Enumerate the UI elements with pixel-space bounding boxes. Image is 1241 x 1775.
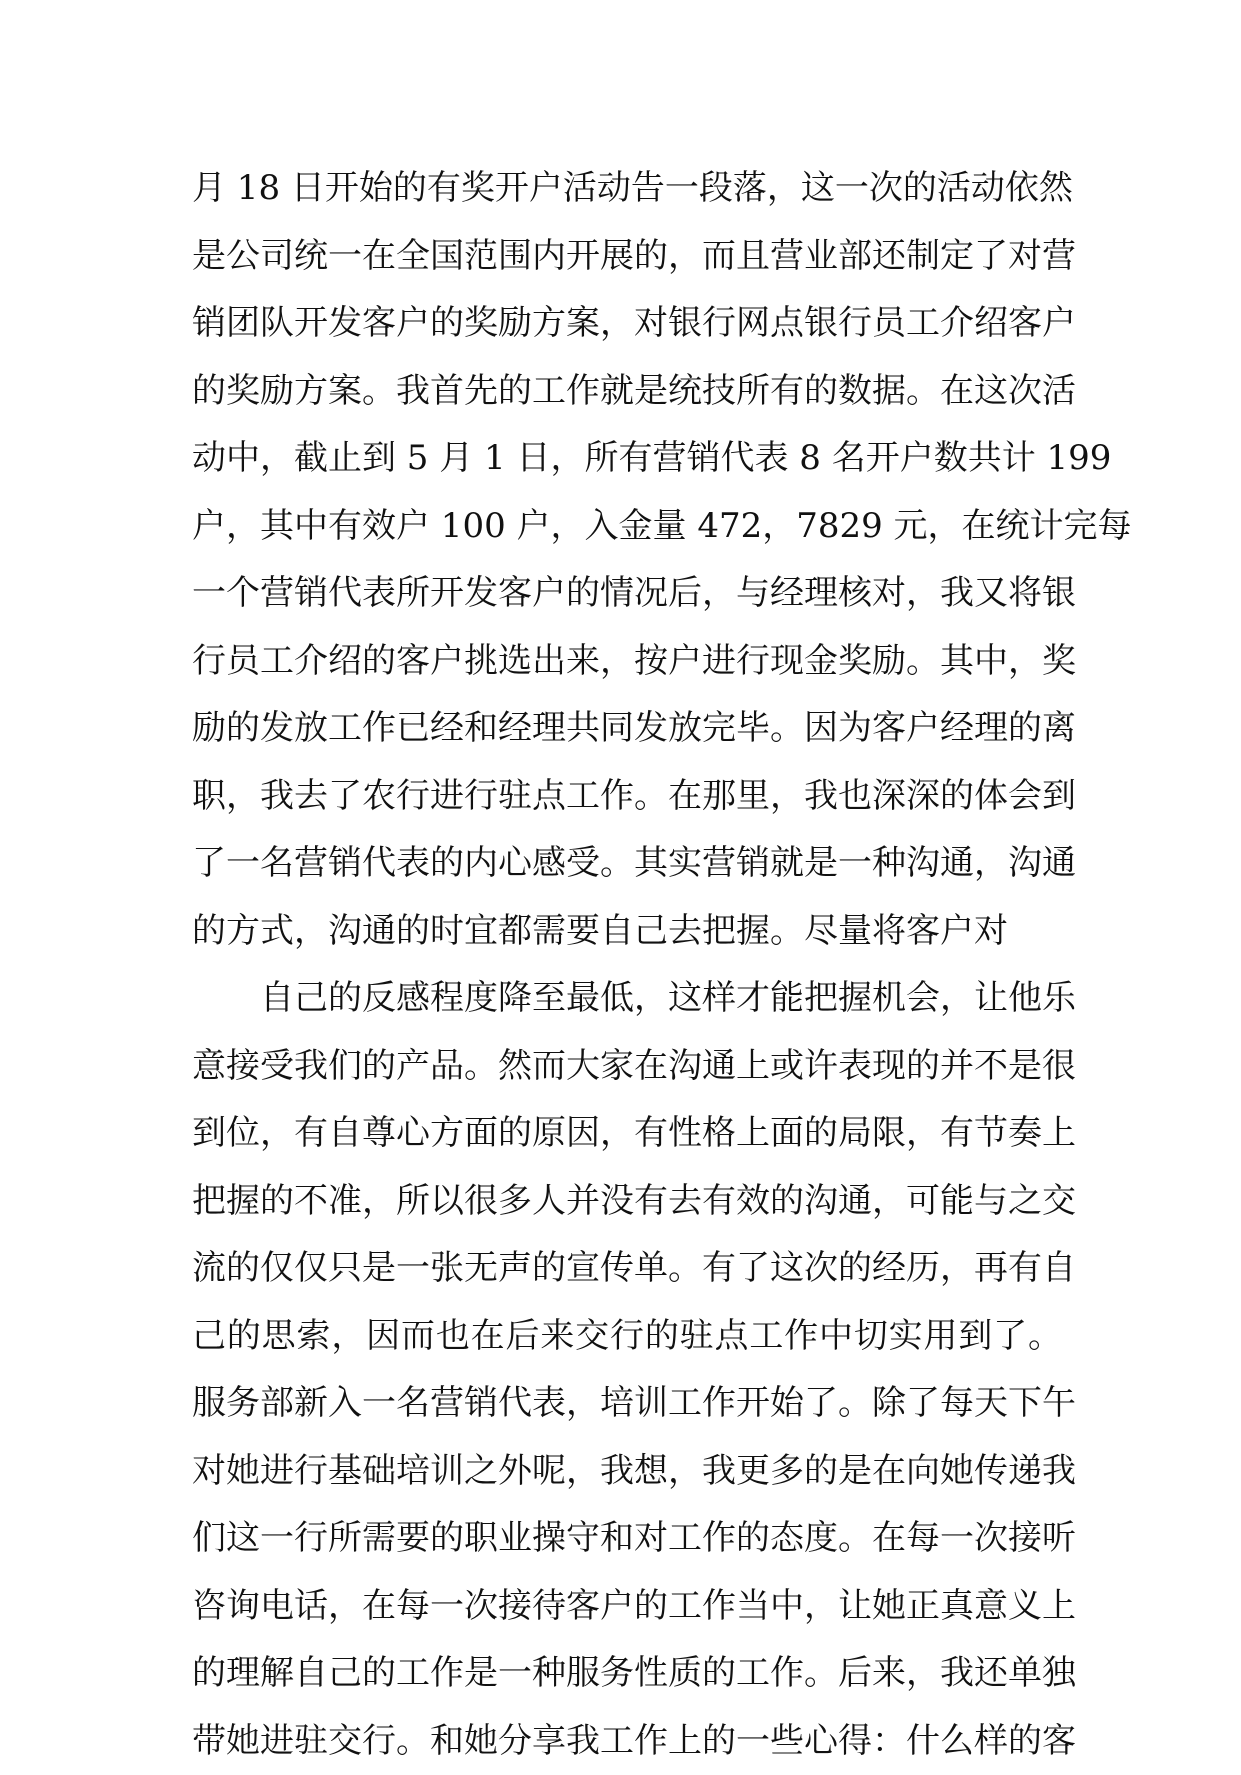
text-line: 户，其中有效户 100 户，入金量 472，7829 元，在统计完每 — [192, 493, 1062, 561]
text-line: 的奖励方案。我首先的工作就是统技所有的数据。在这次活 — [192, 358, 1062, 426]
text-line: 一个营销代表所开发客户的情况后，与经理核对，我又将银 — [192, 560, 1062, 628]
text-line: 职，我去了农行进行驻点工作。在那里，我也深深的体会到 — [192, 763, 1062, 831]
text-line: 自己的反感程度降至最低，这样才能把握机会，让他乐 — [192, 965, 1062, 1033]
text-line: 流的仅仅只是一张无声的宣传单。有了这次的经历，再有自 — [192, 1235, 1062, 1303]
text-line: 把握的不准，所以很多人并没有去有效的沟通，可能与之交 — [192, 1168, 1062, 1236]
text-line: 带她进驻交行。和她分享我工作上的一些心得：什么样的客 — [192, 1708, 1062, 1775]
paragraph-2 — [192, 965, 1062, 1775]
text-line: 对她进行基础培训之外呢，我想，我更多的是在向她传递我 — [192, 1438, 1062, 1506]
text-line: 了一名营销代表的内心感受。其实营销就是一种沟通，沟通 — [192, 830, 1062, 898]
text-line: 销团队开发客户的奖励方案，对银行网点银行员工介绍客户 — [192, 290, 1062, 358]
text-line: 月 18 日开始的有奖开户活动告一段落，这一次的活动依然 — [192, 155, 1062, 223]
text-line: 到位，有自尊心方面的原因，有性格上面的局限，有节奏上 — [192, 1100, 1062, 1168]
text-line: 服务部新入一名营销代表，培训工作开始了。除了每天下午 — [192, 1370, 1062, 1438]
text-line: 己的思索，因而也在后来交行的驻点工作中切实用到了。 — [192, 1303, 1062, 1371]
text-line: 们这一行所需要的职业操守和对工作的态度。在每一次接听 — [192, 1505, 1062, 1573]
text-line: 动中，截止到 5 月 1 日，所有营销代表 8 名开户数共计 199 — [192, 425, 1062, 493]
document-body — [192, 155, 1062, 1775]
text-line: 的方式，沟通的时宜都需要自己去把握。尽量将客户对 — [192, 898, 1062, 966]
text-line: 意接受我们的产品。然而大家在沟通上或许表现的并不是很 — [192, 1033, 1062, 1101]
text-line: 是公司统一在全国范围内开展的，而且营业部还制定了对营 — [192, 223, 1062, 291]
text-line: 的理解自己的工作是一种服务性质的工作。后来，我还单独 — [192, 1640, 1062, 1708]
text-line: 咨询电话，在每一次接待客户的工作当中，让她正真意义上 — [192, 1573, 1062, 1641]
text-line: 行员工介绍的客户挑选出来，按户进行现金奖励。其中，奖 — [192, 628, 1062, 696]
text-line: 励的发放工作已经和经理共同发放完毕。因为客户经理的离 — [192, 695, 1062, 763]
paragraph-1 — [192, 155, 1062, 965]
